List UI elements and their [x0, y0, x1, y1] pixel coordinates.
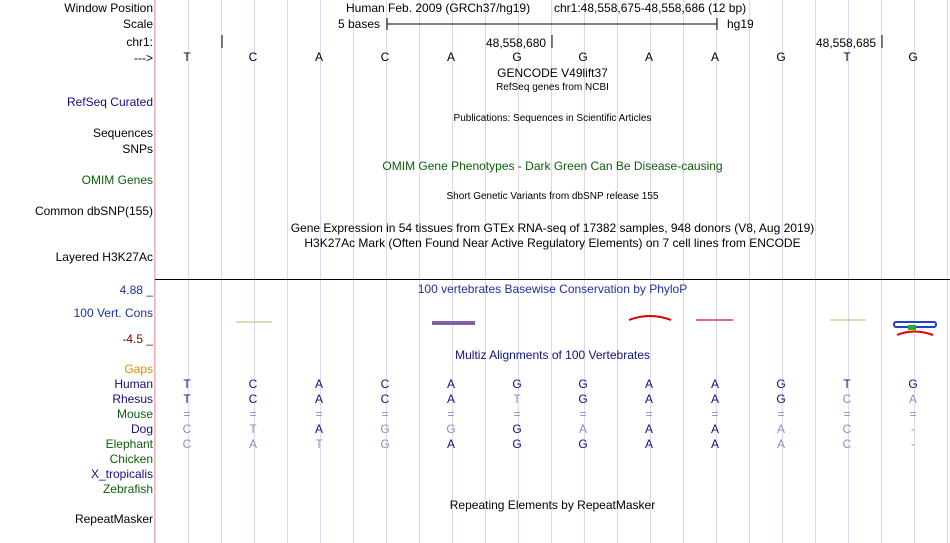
- publications-track-title[interactable]: Publications: Sequences in Scientific Articles: [453, 113, 652, 124]
- base-letter: C: [248, 50, 258, 64]
- base-letter: =: [645, 407, 653, 421]
- base-letter: -: [911, 437, 915, 451]
- base-letter: A: [644, 377, 653, 391]
- base-letter: T: [513, 392, 521, 406]
- base-letter: A: [644, 422, 653, 436]
- scale-assembly: hg19: [727, 17, 754, 31]
- base-letter: A: [710, 392, 719, 406]
- track-label[interactable]: Human: [114, 377, 153, 391]
- track-label[interactable]: Rhesus: [112, 392, 153, 406]
- base-letter: A: [314, 392, 323, 406]
- h3k27ac-track-title[interactable]: H3K27Ac Mark (Often Found Near Active Regulatory Elements) on 7 cell lines from ENCODE: [304, 236, 801, 250]
- track-label[interactable]: --->: [134, 51, 153, 65]
- base-letter: G: [776, 392, 786, 406]
- track-label[interactable]: RepeatMasker: [74, 512, 153, 526]
- base-letter: G: [512, 50, 522, 64]
- base-letter: A: [644, 50, 653, 64]
- base-letter: A: [908, 392, 917, 406]
- base-letter: G: [578, 50, 588, 64]
- base-letter: G: [776, 50, 786, 64]
- base-letter: C: [842, 437, 852, 451]
- base-letter: T: [843, 50, 851, 64]
- base-letter: A: [314, 422, 323, 436]
- base-letter: =: [249, 407, 257, 421]
- base-letter: T: [183, 50, 191, 64]
- base-letter: A: [578, 422, 587, 436]
- base-letter: T: [249, 422, 257, 436]
- phylop-track-title[interactable]: 100 vertebrates Basewise Conservation by PhyloP: [417, 282, 688, 296]
- repeatmasker-track-title[interactable]: Repeating Elements by RepeatMasker: [449, 498, 656, 512]
- base-letter: A: [446, 437, 455, 451]
- base-letter: T: [183, 377, 191, 391]
- base-letter: G: [578, 392, 588, 406]
- base-letter: G: [380, 437, 390, 451]
- base-letter: G: [578, 377, 588, 391]
- base-letter: A: [644, 437, 653, 451]
- scale-label: 5 bases: [338, 17, 381, 31]
- track-label[interactable]: SNPs: [122, 142, 153, 156]
- base-letter: T: [315, 437, 323, 451]
- base-letter: A: [710, 437, 719, 451]
- coordinate-label-1: 48,558,680: [486, 36, 547, 50]
- track-label[interactable]: Mouse: [116, 407, 153, 421]
- base-letter: C: [842, 422, 852, 436]
- base-letter: -: [911, 422, 915, 436]
- track-label[interactable]: Elephant: [105, 437, 153, 451]
- base-letter: G: [512, 422, 522, 436]
- refseq-track-title[interactable]: RefSeq genes from NCBI: [496, 82, 609, 93]
- track-label[interactable]: chr1:: [126, 35, 153, 49]
- base-letter: C: [248, 392, 258, 406]
- base-letter: =: [777, 407, 785, 421]
- base-letter: =: [579, 407, 587, 421]
- base-letter: =: [183, 407, 191, 421]
- base-letter: =: [513, 407, 521, 421]
- assembly-title: Human Feb. 2009 (GRCh37/hg19): [346, 1, 531, 15]
- track-label[interactable]: -4.5 _: [122, 332, 153, 346]
- base-letter: =: [711, 407, 719, 421]
- base-letter: A: [446, 377, 455, 391]
- base-letter: C: [248, 377, 258, 391]
- base-letter: A: [248, 437, 257, 451]
- coordinate-label-2: 48,558,685: [816, 36, 877, 50]
- track-label[interactable]: OMIM Genes: [81, 173, 153, 187]
- base-letter: G: [908, 50, 918, 64]
- base-letter: G: [776, 377, 786, 391]
- base-letter: C: [380, 392, 390, 406]
- track-label[interactable]: Dog: [130, 422, 153, 436]
- track-label[interactable]: Chicken: [109, 452, 153, 466]
- gtex-track-title[interactable]: Gene Expression in 54 tissues from GTEx RNA-seq of 17382 samples, 948 donors (V8, Aug 2019): [290, 221, 815, 235]
- track-label[interactable]: Common dbSNP(155): [34, 204, 153, 218]
- base-letter: A: [776, 437, 785, 451]
- base-letter: A: [314, 377, 323, 391]
- track-label[interactable]: 100 Vert. Cons: [73, 306, 153, 320]
- base-letter: T: [843, 377, 851, 391]
- track-label[interactable]: Scale: [122, 17, 153, 31]
- track-label[interactable]: Layered H3K27Ac: [55, 250, 153, 264]
- track-label[interactable]: X_tropicalis: [90, 467, 153, 481]
- base-letter: =: [843, 407, 851, 421]
- base-letter: =: [315, 407, 323, 421]
- base-letter: A: [446, 392, 455, 406]
- base-letter: A: [776, 422, 785, 436]
- track-label[interactable]: Window Position: [64, 1, 153, 15]
- base-letter: G: [512, 437, 522, 451]
- window-position-text[interactable]: chr1:48,558,675-48,558,686 (12 bp): [554, 1, 747, 15]
- track-label[interactable]: 4.88 _: [119, 283, 153, 297]
- base-letter: C: [380, 377, 390, 391]
- base-letter: G: [380, 422, 390, 436]
- base-letter: A: [710, 50, 719, 64]
- base-letter: G: [446, 422, 456, 436]
- base-letter: A: [710, 422, 719, 436]
- gencode-track-title[interactable]: GENCODE V49lift37: [497, 66, 608, 80]
- base-letter: A: [710, 377, 719, 391]
- base-letter: T: [183, 392, 191, 406]
- dbsnp-track-title[interactable]: Short Genetic Variants from dbSNP release 155: [446, 191, 659, 202]
- base-letter: C: [842, 392, 852, 406]
- base-letter: G: [908, 377, 918, 391]
- track-label[interactable]: Zebrafish: [102, 482, 153, 496]
- track-label[interactable]: Sequences: [92, 126, 153, 140]
- base-letter: =: [381, 407, 389, 421]
- track-label[interactable]: Gaps: [124, 362, 153, 376]
- base-letter: G: [578, 437, 588, 451]
- base-letter: =: [447, 407, 455, 421]
- omim-track-title[interactable]: OMIM Gene Phenotypes - Dark Green Can Be Disease-causing: [382, 159, 723, 173]
- base-letter: C: [182, 437, 192, 451]
- base-letter: G: [512, 377, 522, 391]
- base-letter: A: [446, 50, 455, 64]
- base-letter: C: [182, 422, 192, 436]
- track-label[interactable]: RefSeq Curated: [66, 95, 153, 109]
- track-group-divider: [155, 279, 950, 280]
- base-letter: A: [314, 50, 323, 64]
- base-letter: C: [380, 50, 390, 64]
- base-letter: =: [909, 407, 917, 421]
- base-letter: A: [644, 392, 653, 406]
- multiz-track-title[interactable]: Multiz Alignments of 100 Vertebrates: [455, 348, 650, 362]
